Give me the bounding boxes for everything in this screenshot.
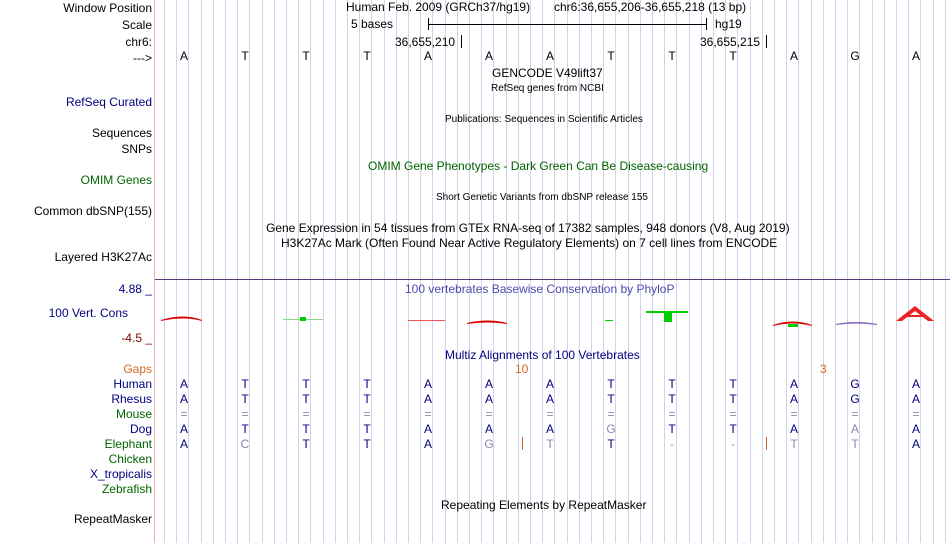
- grid-line: [811, 0, 812, 543]
- grid-line: [676, 0, 677, 543]
- aligned-base: T: [668, 377, 676, 391]
- phylop-mark-13b: [904, 315, 926, 317]
- grid-line: [188, 0, 189, 543]
- aligned-base: A: [545, 392, 554, 406]
- ref-base: T: [607, 49, 615, 63]
- aligned-base: A: [789, 392, 798, 406]
- grid-line: [384, 0, 385, 543]
- aligned-base: =: [729, 407, 737, 421]
- label-repeatmasker[interactable]: RepeatMasker: [73, 512, 152, 526]
- aligned-base: A: [179, 392, 188, 406]
- aligned-base: =: [912, 407, 920, 421]
- ref-base: A: [484, 49, 493, 63]
- grid-line: [237, 0, 238, 543]
- grid-line: [310, 0, 311, 543]
- scale-bases: 5 bases: [351, 17, 394, 31]
- label-cons-min: -4.5 _: [121, 331, 152, 345]
- grid-line: [896, 0, 897, 543]
- grid-line: [628, 0, 629, 543]
- phylop-mark-12: [836, 322, 877, 325]
- aligned-base: A: [484, 422, 493, 436]
- aligned-base: -: [731, 437, 735, 451]
- grid-line: [176, 0, 177, 543]
- aligned-base: T: [729, 422, 737, 436]
- grid-line: [872, 0, 873, 543]
- grid-line: [164, 0, 165, 543]
- grid-line: [286, 0, 287, 543]
- grid-line: [396, 0, 397, 543]
- aligned-base: T: [241, 422, 249, 436]
- phylop-mark-6: [467, 321, 507, 325]
- grid-line: [408, 0, 409, 543]
- ref-base: G: [850, 49, 860, 63]
- grid-line: [713, 0, 714, 543]
- label-refseq-curated[interactable]: RefSeq Curated: [65, 95, 152, 109]
- grid-line: [762, 0, 763, 543]
- phylop-mark-11b: [788, 324, 798, 327]
- label-chrom: chr6:: [125, 35, 152, 49]
- track-title-gencode[interactable]: GENCODE V49lift37: [492, 66, 603, 80]
- grid-line: [225, 0, 226, 543]
- grid-line: [689, 0, 690, 543]
- phylop-mark-1: [161, 317, 202, 322]
- aligned-base: T: [607, 392, 615, 406]
- grid-line: [347, 0, 348, 543]
- aligned-base: A: [179, 377, 188, 391]
- grid-line: [701, 0, 702, 543]
- grid-line: [859, 0, 860, 543]
- grid-line: [945, 0, 946, 543]
- species-label-dog[interactable]: Dog: [129, 422, 152, 436]
- aligned-base: A: [484, 392, 493, 406]
- aligned-base: T: [302, 392, 310, 406]
- ref-base: A: [545, 49, 554, 63]
- aligned-base: T: [668, 392, 676, 406]
- label-omim-genes[interactable]: OMIM Genes: [80, 173, 152, 187]
- aligned-base: A: [423, 422, 432, 436]
- ref-base: A: [789, 49, 798, 63]
- species-label-mouse[interactable]: Mouse: [115, 407, 152, 421]
- grid-line: [481, 0, 482, 543]
- grid-line: [847, 0, 848, 543]
- species-label-zebrafish[interactable]: Zebrafish: [101, 482, 152, 496]
- aligned-base: T: [241, 377, 249, 391]
- aligned-base: A: [423, 437, 432, 451]
- aligned-base: =: [546, 407, 554, 421]
- aligned-base: G: [850, 377, 860, 391]
- aligned-base: A: [545, 377, 554, 391]
- grid-line: [786, 0, 787, 543]
- aligned-base: =: [302, 407, 310, 421]
- gap-count: 3: [820, 362, 827, 376]
- grid-line: [652, 0, 653, 543]
- grid-line: [420, 0, 421, 543]
- grid-line: [359, 0, 360, 543]
- track-title-refseq[interactable]: RefSeq genes from NCBI: [491, 83, 604, 94]
- label-sequences[interactable]: Sequences: [91, 126, 152, 140]
- aligned-base: A: [911, 377, 920, 391]
- aligned-base: T: [729, 392, 737, 406]
- aligned-base: T: [851, 437, 859, 451]
- label-gaps: Gaps: [123, 362, 152, 376]
- aligned-base: T: [668, 422, 676, 436]
- aligned-base: =: [424, 407, 432, 421]
- grid-line: [908, 0, 909, 543]
- ref-base: T: [363, 49, 371, 63]
- aligned-base: A: [179, 437, 188, 451]
- window-position-coords: chr6:36,655,206-36,655,218 (13 bp): [554, 0, 747, 14]
- aligned-base: A: [423, 392, 432, 406]
- grid-line: [823, 0, 824, 543]
- aligned-base: G: [606, 422, 616, 436]
- aligned-base: T: [363, 422, 371, 436]
- grid-line: [835, 0, 836, 543]
- aligned-base: G: [484, 437, 494, 451]
- aligned-base: A: [850, 422, 859, 436]
- grid-line: [371, 0, 372, 543]
- label-strand: --->: [133, 51, 152, 65]
- aligned-base: T: [363, 437, 371, 451]
- grid-line: [274, 0, 275, 543]
- coord-right-tick: [766, 35, 767, 48]
- label-snps[interactable]: SNPs: [121, 142, 152, 156]
- grid-line: [457, 0, 458, 543]
- coord-left-tick: [461, 35, 462, 48]
- aligned-base: A: [545, 422, 554, 436]
- ref-base: T: [668, 49, 676, 63]
- aligned-base: T: [302, 377, 310, 391]
- ref-base: A: [911, 49, 920, 63]
- species-label-human[interactable]: Human: [113, 377, 152, 391]
- aligned-base: T: [302, 437, 310, 451]
- ref-base: T: [302, 49, 310, 63]
- aligned-base: =: [790, 407, 798, 421]
- grid-line: [335, 0, 336, 543]
- grid-line: [323, 0, 324, 543]
- scale-bar-right-tick: [706, 18, 707, 30]
- aligned-base: T: [363, 377, 371, 391]
- grid-line: [933, 0, 934, 543]
- assembly-name: Human Feb. 2009 (GRCh37/hg19): [346, 0, 531, 14]
- phylop-mark-2b: [300, 317, 306, 321]
- aligned-base: T: [241, 392, 249, 406]
- track-title-h3k27ac[interactable]: H3K27Ac Mark (Often Found Near Active Regulatory Elements) on 7 cell lines from ENCODE: [281, 236, 778, 250]
- track-title-phylop[interactable]: 100 vertebrates Basewise Conservation by PhyloP: [405, 282, 675, 296]
- track-title-gtex[interactable]: Gene Expression in 54 tissues from GTEx RNA-seq of 17382 samples, 948 donors (V8, Aug 2019): [266, 221, 790, 235]
- aligned-base: T: [790, 437, 798, 451]
- grid-line: [774, 0, 775, 543]
- aligned-base: A: [423, 377, 432, 391]
- grid-line: [262, 0, 263, 543]
- grid-line: [725, 0, 726, 543]
- aligned-base: T: [302, 422, 310, 436]
- ref-base: A: [179, 49, 188, 63]
- grid-line: [640, 0, 641, 543]
- label-layered-h3k27ac[interactable]: Layered H3K27Ac: [54, 250, 152, 264]
- aligned-base: A: [911, 437, 920, 451]
- track-title-omim[interactable]: OMIM Gene Phenotypes - Dark Green Can Be Disease-causing: [368, 159, 709, 173]
- phylop-mark-8: [605, 320, 613, 321]
- grid-line: [884, 0, 885, 543]
- grid-line: [920, 0, 921, 543]
- aligned-base: C: [240, 437, 250, 451]
- grid-line: [201, 0, 202, 543]
- aligned-base: G: [850, 392, 860, 406]
- grid-line: [432, 0, 433, 543]
- aligned-base: =: [851, 407, 859, 421]
- aligned-base: =: [668, 407, 676, 421]
- aligned-base: =: [485, 407, 493, 421]
- aligned-base: =: [607, 407, 615, 421]
- grid-line: [737, 0, 738, 543]
- gap-marker: [766, 437, 767, 450]
- aligned-base: =: [241, 407, 249, 421]
- track-separator: [155, 279, 950, 280]
- grid-line: [298, 0, 299, 543]
- label-scale: Scale: [121, 18, 152, 32]
- aligned-base: =: [363, 407, 371, 421]
- coord-right: 36,655,215: [700, 35, 761, 49]
- species-label-elephant[interactable]: Elephant: [104, 437, 152, 451]
- aligned-base: A: [911, 392, 920, 406]
- coord-left: 36,655,210: [395, 35, 456, 49]
- aligned-base: =: [180, 407, 188, 421]
- track-title-publications[interactable]: Publications: Sequences in Scientific Articles: [445, 114, 643, 125]
- phylop-mark-13: [896, 306, 934, 321]
- aligned-base: A: [789, 422, 798, 436]
- grid-line: [249, 0, 250, 543]
- phylop-mark-9b: [664, 311, 672, 322]
- aligned-base: -: [670, 437, 674, 451]
- aligned-base: A: [789, 377, 798, 391]
- aligned-base: A: [179, 422, 188, 436]
- label-gutter-divider: [154, 0, 155, 543]
- aligned-base: T: [363, 392, 371, 406]
- aligned-base: T: [607, 437, 615, 451]
- aligned-base: T: [729, 377, 737, 391]
- label-window-position: Window Position: [63, 1, 152, 15]
- grid-line: [445, 0, 446, 543]
- ref-base: T: [241, 49, 249, 63]
- aligned-base: A: [484, 377, 493, 391]
- phylop-mark-5: [408, 320, 445, 321]
- track-title-repeatmasker[interactable]: Repeating Elements by RepeatMasker: [441, 498, 647, 512]
- grid-line: [213, 0, 214, 543]
- aligned-base: A: [911, 422, 920, 436]
- gap-count: 10: [515, 362, 529, 376]
- grid-line: [798, 0, 799, 543]
- label-100-vert-cons[interactable]: 100 Vert. Cons: [48, 306, 128, 320]
- species-label-chicken[interactable]: Chicken: [108, 452, 152, 466]
- grid-line: [615, 0, 616, 543]
- label-common-dbsnp[interactable]: Common dbSNP(155): [33, 204, 152, 218]
- phylop-plot: [155, 300, 950, 330]
- gap-marker: [522, 437, 523, 450]
- grid-line: [664, 0, 665, 543]
- grid-line: [469, 0, 470, 543]
- grid-line: [750, 0, 751, 543]
- scale-bar: [428, 24, 707, 25]
- ref-base: A: [423, 49, 432, 63]
- aligned-base: T: [607, 377, 615, 391]
- ref-base: T: [729, 49, 737, 63]
- scale-db: hg19: [715, 17, 742, 31]
- label-cons-max: 4.88 _: [118, 282, 152, 296]
- track-title-multiz[interactable]: Multiz Alignments of 100 Vertebrates: [445, 348, 640, 362]
- species-label-x_tropicalis[interactable]: X_tropicalis: [89, 467, 152, 481]
- species-label-rhesus[interactable]: Rhesus: [111, 392, 152, 406]
- track-title-dbsnp[interactable]: Short Genetic Variants from dbSNP release 155: [436, 192, 648, 203]
- aligned-base: T: [546, 437, 554, 451]
